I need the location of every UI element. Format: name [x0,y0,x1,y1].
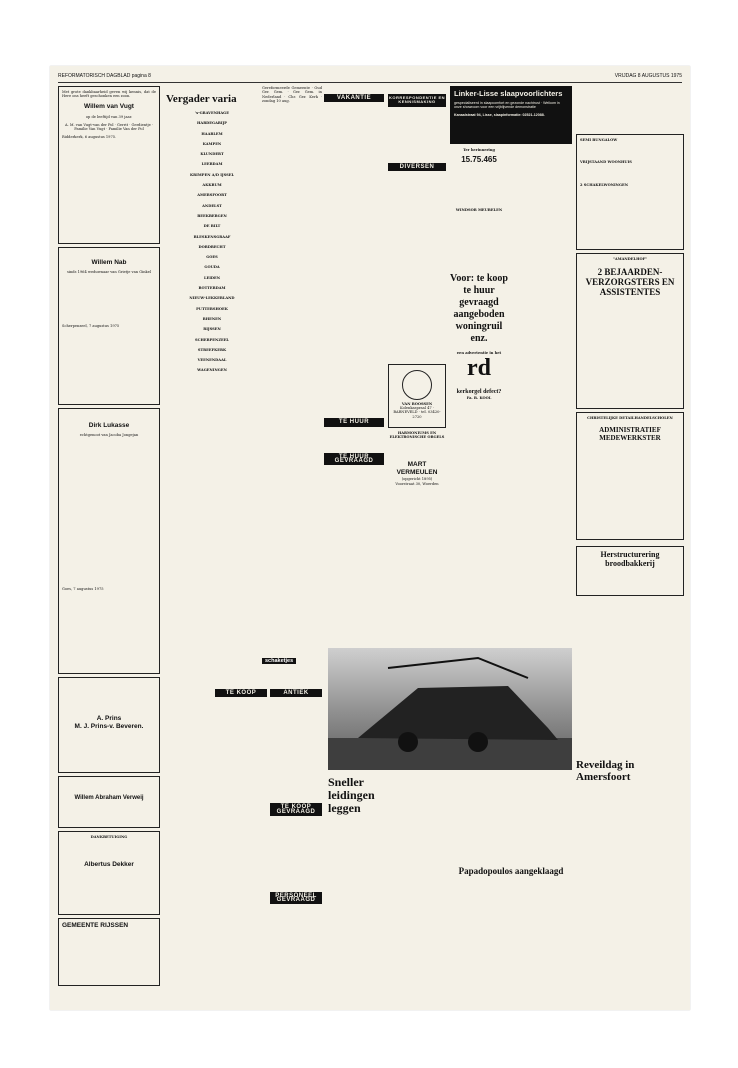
ad-place: Scherpenzeel, 7 augustus 1975 [62,324,120,329]
harmoniums-heading: HARMONIUMS EN ELEKTRONISCHE ORGELS [389,430,445,440]
church-meeting-name: RIJSSEN [203,327,221,332]
linker-lisse-ad [450,86,572,144]
header-left: REFORMATORISCH DAGBLAD pagina 8 [58,73,151,79]
een-advertentie: een advertentie in het [456,350,502,355]
kerkorgel-title: kerkorgel defect? [456,388,502,395]
te-koop-text [215,700,267,986]
family-ad-nab [58,247,160,405]
roossen-address: Kolenkaspraal 47 · BARNEVELD · tel. 03420-2720 [393,406,441,419]
column-te-koop [215,686,267,986]
church-meeting-name: HARDEGARIJP [197,121,227,126]
sneller-article [328,776,386,976]
church-meeting-name: DE BILT [203,224,221,229]
church-meeting-name: SCHERPENZEEL [195,337,229,342]
ad-sub: sinds 1964 weduwnaar van Grietje van Ginkel [67,270,151,274]
family-ad-prins [58,677,160,773]
ad-name: Dirk Lukasse [88,422,130,429]
sneller-headline: Sneller leidingen leggen [328,776,375,815]
ad-family: A. M. van Vugt-van der Pol · Gerrit · Gerdientje · Familie Van Vugt · Familie Van der Pol [64,122,154,132]
diversen-heading: DIVERSEN [388,163,446,171]
column-ads-right [576,86,684,996]
amandelhof-ad [576,253,684,409]
vakantie-heading: VAKANTIE [324,94,384,102]
church-meeting-name: RHENEN [202,316,222,321]
church-meeting-name: ANDELST [202,203,222,208]
church-meeting-name: KRIMPEN A/D IJSSEL [190,172,234,177]
church-meeting-name: AKKRUM [202,183,222,188]
family-ad-verweij [58,776,160,828]
papadopoulos-headline: Papadopoulos aangeklaagd [458,866,564,876]
rd-logo: rd [467,354,491,381]
ad-logo: GEMEENTE RIJSSEN [62,922,129,929]
dankbetuiging-ad [58,831,160,915]
column-vakantie [324,86,384,646]
church-meeting-name: PUTTERSHOEK [196,306,228,311]
ad-place: Goes, 7 augustus 1975 [62,587,104,592]
page-header [58,72,682,83]
ad-name-2: M. J. Prins-v. Beveren. [74,723,144,730]
church-meeting-name: GOUDA [204,265,220,270]
herinnering-title: Ter herinnering [463,148,495,152]
filler-text: Gereformeerde Gemeente · Oud Ger. Gem. · Ger. Gem. in Nederland · Chr. Ger. Kerk · zondag 10 aug. [262,86,322,103]
christelijke-detailhandelscholen: CHRISTELIJKE DETAILHANDELSCHOLEN [587,416,673,420]
administratief-medewerkster: ADMINISTRATIEF MEDEWERKSTER [599,426,661,443]
church-meeting-name: NIEUW-LEKKERLAND [189,296,235,301]
column-varia-2 [262,86,322,386]
church-meeting-name: BLESKENSGRAAF [193,234,231,239]
church-meeting-name: KLUNDERT [200,152,224,157]
church-meeting-name: HAARLEM [201,131,223,136]
herstructurering-title: Herstructurering broodbakkerij [600,550,660,568]
church-meeting-name: KAMPEN [202,141,222,146]
ad-name: Willem Abraham Verweij [74,795,144,801]
ad-name: Albertus Dekker [84,861,134,869]
ad-name: Willem van Vugt [84,102,134,110]
church-meeting-name: AMERSFOORT [197,193,227,198]
reveildag-title: Reveildag in Amersfoort [576,759,635,783]
vrijstaand-woonhuis: VRIJSTAAND WOONHUIS [580,160,632,165]
newspaper-page [50,66,690,1010]
schakelwoningen: 2 SCHAKELWONINGEN [580,182,629,187]
ad-title: DANKBETUIGING [90,835,128,839]
antiek-heading: ANTIEK [270,689,322,697]
ad-name-1: A. Prins [96,715,122,722]
church-meeting-name: STREEFKERK [197,347,227,352]
linker-sub: gespecialiseerd in slaapcomfort en gezonde nachtrust · Welkom in onze showroom voor een vrijblijvende demonstratie [454,101,560,110]
pipe-machine-photo [328,648,572,770]
papadopoulos-article [450,866,572,906]
herstructurering-heading-box [576,546,684,596]
bejaarden-verzorgsters: 2 BEJAARDEN-VERZORGSTERS EN ASSISTENTES [585,267,675,298]
herinnering-ad [450,148,508,400]
ad-sub: op de leeftijd van 39 jaar. [85,114,133,119]
church-meeting-name: LEERDAM [201,162,223,167]
personeel-gevraagd-heading: PERSONEEL GEVRAAGD [270,892,322,905]
schaketjes-logo-box [262,658,316,678]
church-meeting-name: WAGENINGEN [197,368,227,373]
ad-intro: Met grote dankbaarheid geven wij kennis, dat de Here ons heeft geschonken een zoon. [62,90,156,99]
te-koop-heading: TE KOOP [215,689,267,697]
linker-address: Kanaalstraat 94, Lisse, slaapinformatie: 02521-12088. [454,112,545,117]
church-meeting-name: GOES [206,255,218,260]
column-family-ads [58,86,160,1006]
header-right: VRIJDAG 8 AUGUSTUS 1975 [614,73,682,79]
column-antiek [270,686,322,986]
te-koop-gevraagd-heading: TE KOOP GEVRAAGD [270,803,322,816]
column-korrespondentie [388,86,446,646]
vergader-varia-title: Vergader varia [166,93,237,105]
column-ads-mid [450,86,572,646]
church-meeting-name: LEIDEN [203,275,221,280]
amandelhof-title: "AMANDELHOF" [612,257,648,261]
roossen-logo-text: VAN ROOSSEN [401,401,433,406]
church-meeting-name: 's-GRAVENHAGE [194,111,229,115]
church-meeting-name: DORDRECHT [198,244,226,249]
column-vergader-varia [166,86,258,686]
windsor-meubelen: WINDSOR MEUBELEN [455,208,503,213]
woning-te-koop-ad [576,134,684,250]
church-meeting-name: VEENENDAAL [197,358,227,363]
schaketjes-logo: schaketjes [262,658,296,664]
voor-te-koop-ad: Voor: te koop te huur gevraagd aangeboden woningruil enz. [450,272,508,344]
korrespondentie-heading: KORRESPONDENTIE EN KENNISMAKING [388,94,446,107]
herinnering-number: 15.75.465 [461,155,497,165]
detailhandelscholen-ad [576,412,684,540]
ad-sub: echtgenoot van Jacoba Jongejan [79,433,139,437]
ad-name: Willem Nab [91,259,127,266]
church-meeting-name: ROTTERDAM [198,286,226,291]
te-huur-heading: TE HUUR [324,418,384,426]
semi-bungalow: SEMI BUNGALOW [580,138,618,142]
kerkorgel-name: Fa. B. KOOL [466,395,492,400]
mart-vermeulen: MART VERMEULEN [396,461,438,477]
family-ad-lukasse [58,408,160,674]
mart-sub: (opgericht 1895) [401,477,433,482]
mart-address: Voorstraat 30, Woerden [395,481,439,486]
family-ad-van-vugt [58,86,160,244]
church-meeting-name: BEEKBERGEN [197,213,227,218]
ad-place: Ridderkerk, 6 augustus 1975. [62,135,117,140]
gemeente-rijssen-ad [58,918,160,986]
roossen-ad [388,364,446,428]
te-huur-gevraagd-heading: TE HUUR GEVRAAGD [324,453,384,466]
church-meetings-list [166,111,258,373]
machine-illustration [328,648,572,770]
linker-title: Linker-Lisse slaapvoorlichters [454,89,563,98]
